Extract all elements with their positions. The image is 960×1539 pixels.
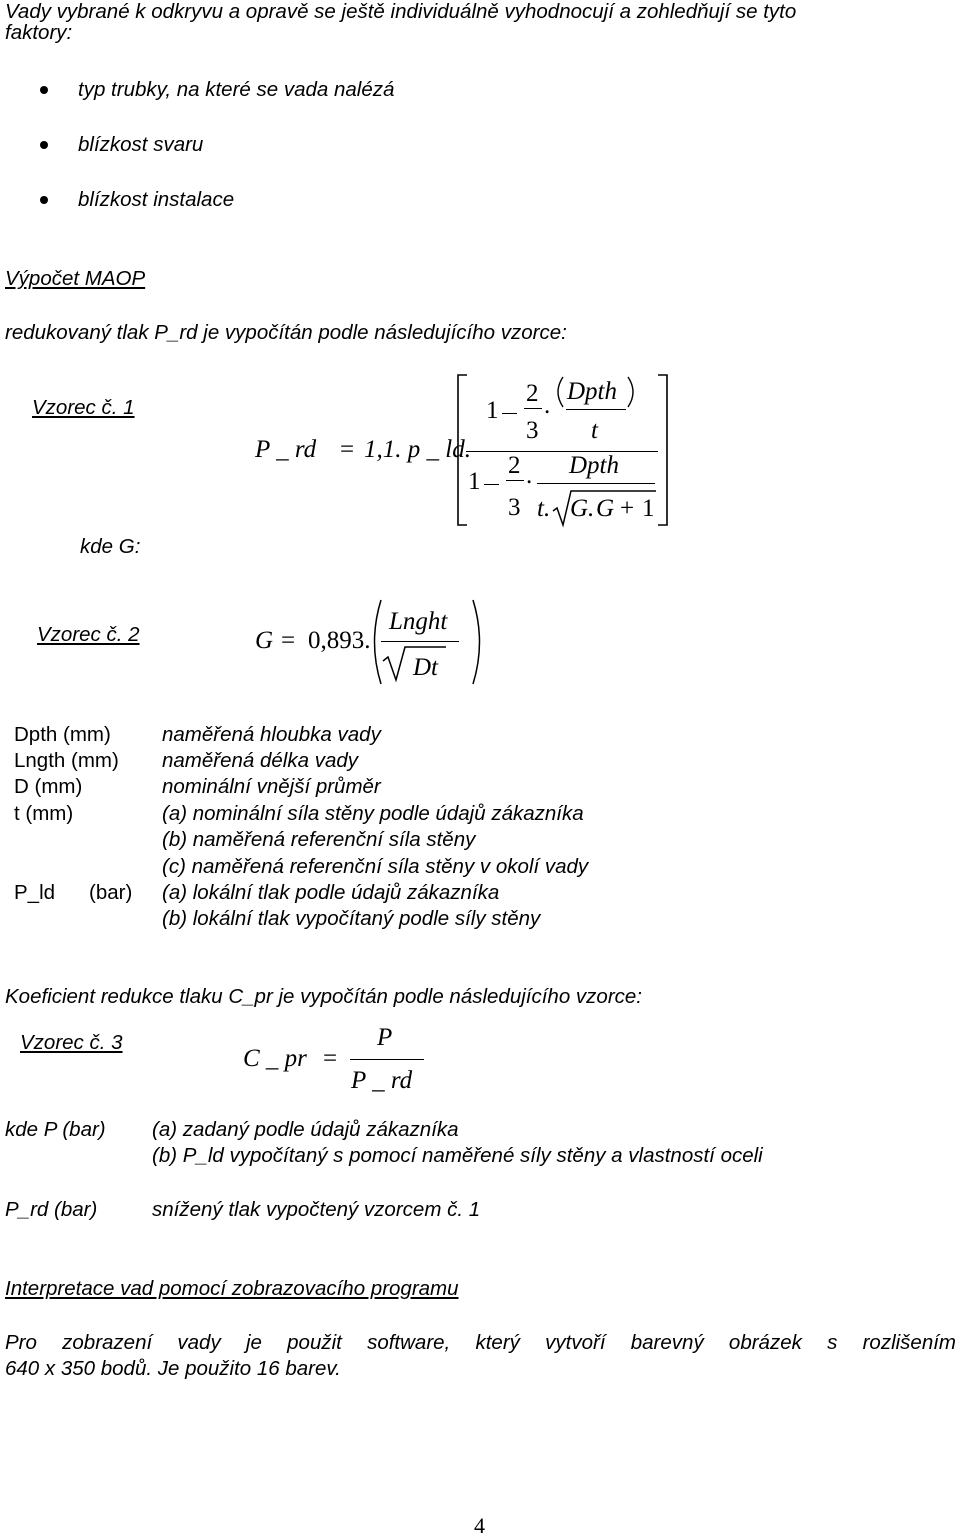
- interp-line-2: 640 x 350 bodů. Je použito 16 barev.: [5, 1357, 341, 1380]
- bullet-item: blízkost instalace: [78, 188, 235, 211]
- f1-minus-bottom: [484, 484, 499, 485]
- definition-term: D (mm): [14, 775, 83, 798]
- f1-two-bottom: 2: [508, 452, 521, 479]
- f1-t-dot: t.: [537, 495, 551, 522]
- bullet-icon: [40, 86, 48, 94]
- definition-term-unit: (bar): [89, 881, 133, 904]
- f1-three-top: 3: [526, 417, 539, 444]
- cpr-def-desc: (b) P_ld vypočítaný s pomocí naměřené síly stěny a vlastností oceli: [152, 1144, 763, 1167]
- f3-lhs: C _ pr: [243, 1045, 307, 1072]
- f1-minus-top: [502, 413, 517, 414]
- f1-one-top: 1: [486, 397, 499, 424]
- f3-frac-line: [350, 1059, 424, 1060]
- cpr-def-desc: (a) zadaný podle údajů zákazníka: [152, 1118, 459, 1141]
- intro-line-2: faktory:: [5, 21, 73, 44]
- bullet-icon: [40, 196, 48, 204]
- bullet-item: blízkost svaru: [78, 133, 204, 156]
- f3-denominator: P _ rd: [351, 1067, 413, 1094]
- formula-2-label: Vzorec č. 2: [37, 623, 140, 646]
- f1-coef: 1,1. p _ ld.: [364, 436, 471, 463]
- formula-1-label: Vzorec č. 1: [32, 396, 135, 419]
- f1-one-bottom: 1: [468, 468, 481, 495]
- cpr-def-desc: snížený tlak vypočtený vzorcem č. 1: [152, 1198, 481, 1221]
- definition-desc: nominální vnější průměr: [162, 775, 381, 798]
- f2-coef: 0,893.: [308, 627, 371, 654]
- definition-desc: (a) nominální síla stěny podle údajů zákazníka: [162, 802, 584, 825]
- definition-term: P_ld: [14, 881, 56, 904]
- f2-lhs: G: [255, 627, 274, 654]
- intro-line-1: Vady vybrané k odkryvu a opravě se ještě individuálně vyhodnocují a zohledňují se tyto: [5, 0, 797, 23]
- f1-dot-bottom: .: [526, 462, 533, 489]
- cpr-def-term: P_rd (bar): [5, 1198, 98, 1221]
- interp-heading: Interpretace vad pomocí zobrazovacího programu: [5, 1277, 459, 1300]
- f1-frac-line-23-bottom: [506, 480, 524, 481]
- page-number: 4: [474, 1513, 485, 1538]
- definition-desc: (a) lokální tlak podle údajů zákazníka: [162, 881, 500, 904]
- bullet-icon: [40, 141, 48, 149]
- f2-denominator: Dt: [413, 654, 438, 681]
- definition-desc: (c) naměřená referenční síla stěny v okolí vady: [162, 855, 589, 878]
- f1-main-frac-line: [466, 451, 658, 452]
- f3-eq: =: [323, 1045, 338, 1072]
- definition-desc: naměřená hloubka vady: [162, 723, 381, 746]
- cpr-text: Koeficient redukce tlaku C_pr je vypočítán podle následujícího vzorce:: [5, 985, 643, 1008]
- f1-eq: =: [340, 436, 355, 463]
- f3-numerator: P: [377, 1024, 393, 1051]
- maop-text: redukovaný tlak P_rd je vypočítán podle následujícího vzorce:: [5, 321, 567, 344]
- f1-t-top: t: [591, 417, 598, 444]
- f1-frac-line-dpth-root: [537, 483, 655, 484]
- f1-g: G: [596, 495, 615, 522]
- definition-term: Dpth (mm): [14, 723, 111, 746]
- f1-plus: +: [620, 495, 635, 522]
- maop-heading: Výpočet MAOP: [5, 267, 146, 290]
- f1-three-bottom: 3: [508, 494, 521, 521]
- f1-plus-one: 1: [642, 495, 655, 522]
- interp-line-1: Pro zobrazení vady je použit software, který vytvoří barevný obrázek s rozlišením: [5, 1331, 956, 1354]
- f1-lhs: P _ rd: [255, 436, 317, 463]
- formula-3-label: Vzorec č. 3: [20, 1031, 123, 1054]
- definition-term: Lngth (mm): [14, 749, 119, 772]
- bullet-item: typ trubky, na které se vada nalézá: [78, 78, 395, 101]
- definition-desc: (b) lokální tlak vypočítaný podle síly stěny: [162, 907, 541, 930]
- f1-frac-line-23-top: [524, 408, 542, 409]
- definition-desc: (b) naměřená referenční síla stěny: [162, 828, 476, 851]
- f1-dpth-bottom: Dpth: [569, 452, 619, 479]
- f1-g-dot: G.: [570, 495, 595, 522]
- f2-eq: =: [281, 627, 296, 654]
- f1-dpth-top: Dpth: [567, 378, 617, 405]
- f1-two-top: 2: [526, 380, 539, 407]
- f1-frac-line-dpth-t: [566, 409, 626, 410]
- kde-g-label: kde G:: [80, 535, 141, 558]
- cpr-def-term: kde P (bar): [5, 1118, 106, 1141]
- f1-dot-top: .: [544, 392, 551, 419]
- f2-frac-line: [381, 641, 459, 642]
- definition-desc: naměřená délka vady: [162, 749, 359, 772]
- definition-term: t (mm): [14, 802, 74, 825]
- f2-numerator: Lnght: [389, 608, 448, 635]
